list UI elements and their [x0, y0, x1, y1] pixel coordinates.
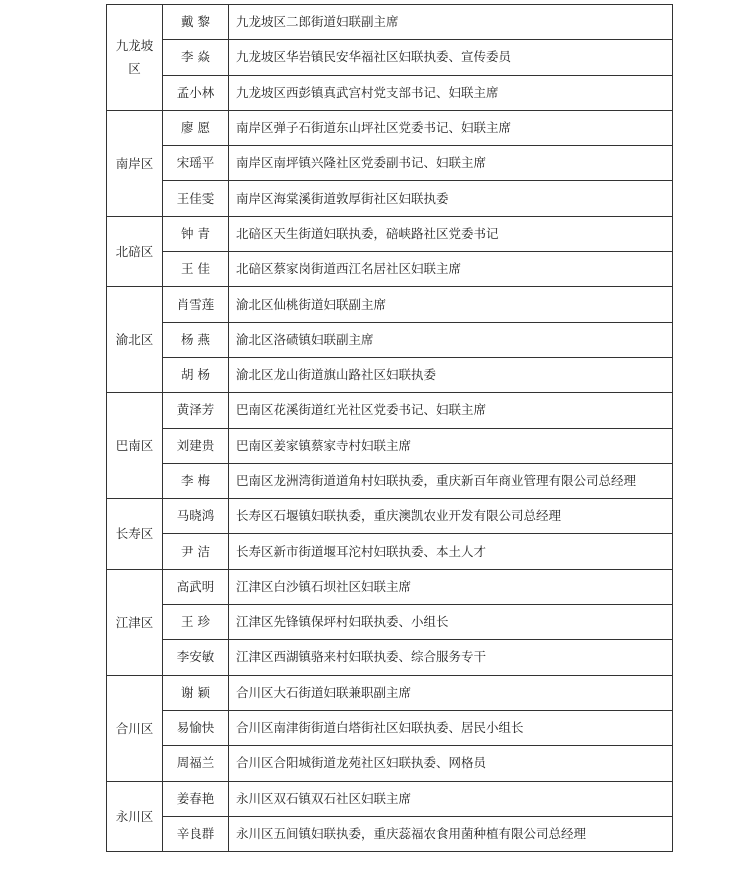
table-row [107, 110, 673, 145]
member-position: 九龙坡区西彭镇真武宫村党支部书记、妇联主席 [229, 75, 673, 110]
member-name: 姜春艳 [163, 781, 229, 816]
table-row [107, 40, 673, 75]
district-cell [107, 675, 163, 781]
member-position: 合川区大石街道妇联兼职副主席 [229, 675, 673, 710]
member-position: 渝北区仙桃街道妇联副主席 [229, 287, 673, 322]
member-name: 刘建贵 [163, 428, 229, 463]
district-cell [107, 5, 163, 111]
member-name: 辛良群 [163, 816, 229, 851]
district-cell [107, 216, 163, 287]
member-position: 北碚区蔡家岗街道西江名居社区妇联主席 [229, 252, 673, 287]
member-name: 周福兰 [163, 746, 229, 781]
district-label: 永川区 [115, 808, 154, 824]
member-position: 江津区先锋镇保坪村妇联执委、小组长 [229, 605, 673, 640]
member-position: 渝北区龙山街道旗山路社区妇联执委 [229, 357, 673, 392]
member-name: 尹 洁 [163, 534, 229, 569]
table-row [107, 181, 673, 216]
table-row [107, 781, 673, 816]
member-name: 李 焱 [163, 40, 229, 75]
table-row [107, 569, 673, 604]
member-name: 谢 颖 [163, 675, 229, 710]
member-position: 合川区南津街街道白塔街社区妇联执委、居民小组长 [229, 710, 673, 745]
member-name: 李安敏 [163, 640, 229, 675]
district-label: 北碚区 [115, 244, 154, 260]
table-row [107, 710, 673, 745]
member-name: 戴 黎 [163, 5, 229, 40]
table-row [107, 146, 673, 181]
table-row [107, 463, 673, 498]
roster-body [107, 5, 673, 852]
member-position: 巴南区龙洲湾街道道角村妇联执委，重庆新百年商业管理有限公司总经理 [229, 463, 673, 498]
table-row [107, 393, 673, 428]
member-position: 长寿区石堰镇妇联执委，重庆澳凯农业开发有限公司总经理 [229, 499, 673, 534]
district-label: 九龙坡区 [115, 38, 154, 77]
district-cell [107, 569, 163, 675]
member-position: 永川区五间镇妇联执委，重庆蕊福农食用菌种植有限公司总经理 [229, 816, 673, 851]
member-position: 南岸区弹子石街道东山坪社区党委书记、妇联主席 [229, 110, 673, 145]
member-position: 渝北区洛碛镇妇联副主席 [229, 322, 673, 357]
district-label: 巴南区 [115, 438, 154, 454]
member-name: 肖雪莲 [163, 287, 229, 322]
district-label: 长寿区 [115, 526, 154, 542]
member-position: 合川区合阳城街道龙苑社区妇联执委、网格员 [229, 746, 673, 781]
member-position: 江津区西湖镇骆来村妇联执委、综合服务专干 [229, 640, 673, 675]
member-name: 黄泽芳 [163, 393, 229, 428]
table-row [107, 534, 673, 569]
member-name: 王 珍 [163, 605, 229, 640]
table-row [107, 816, 673, 851]
table-row [107, 5, 673, 40]
member-name: 钟 青 [163, 216, 229, 251]
district-label: 合川区 [115, 720, 154, 736]
table-row [107, 675, 673, 710]
member-position: 巴南区花溪街道红光社区党委书记、妇联主席 [229, 393, 673, 428]
table-row [107, 428, 673, 463]
member-position: 长寿区新市街道堰耳沱村妇联执委、本土人才 [229, 534, 673, 569]
member-position: 北碚区天生街道妇联执委，碚峡路社区党委书记 [229, 216, 673, 251]
table-row [107, 216, 673, 251]
district-cell [107, 393, 163, 499]
district-cell [107, 781, 163, 852]
member-name: 杨 燕 [163, 322, 229, 357]
member-name: 李 梅 [163, 463, 229, 498]
member-position: 九龙坡区华岩镇民安华福社区妇联执委、宣传委员 [229, 40, 673, 75]
table-row [107, 746, 673, 781]
member-position: 九龙坡区二郎街道妇联副主席 [229, 5, 673, 40]
member-position: 南岸区南坪镇兴隆社区党委副书记、妇联主席 [229, 146, 673, 181]
table-row [107, 357, 673, 392]
roster-table [106, 4, 673, 852]
member-position: 巴南区姜家镇蔡家寺村妇联主席 [229, 428, 673, 463]
district-label: 渝北区 [115, 332, 154, 348]
district-cell [107, 499, 163, 570]
member-name: 王佳雯 [163, 181, 229, 216]
member-name: 胡 杨 [163, 357, 229, 392]
table-row [107, 252, 673, 287]
district-cell [107, 110, 163, 216]
member-name: 易愉快 [163, 710, 229, 745]
member-name: 廖 愿 [163, 110, 229, 145]
member-position: 江津区白沙镇石坝社区妇联主席 [229, 569, 673, 604]
member-position: 南岸区海棠溪街道敦厚街社区妇联执委 [229, 181, 673, 216]
district-cell [107, 287, 163, 393]
member-name: 孟小林 [163, 75, 229, 110]
table-row [107, 75, 673, 110]
member-name: 高武明 [163, 569, 229, 604]
district-label: 南岸区 [115, 155, 154, 171]
member-name: 王 佳 [163, 252, 229, 287]
district-label: 江津区 [115, 614, 154, 630]
table-row [107, 605, 673, 640]
member-position: 永川区双石镇双石社区妇联主席 [229, 781, 673, 816]
table-row [107, 287, 673, 322]
member-name: 宋瑶平 [163, 146, 229, 181]
member-name: 马晓鸿 [163, 499, 229, 534]
table-row [107, 499, 673, 534]
table-row [107, 322, 673, 357]
table-row [107, 640, 673, 675]
